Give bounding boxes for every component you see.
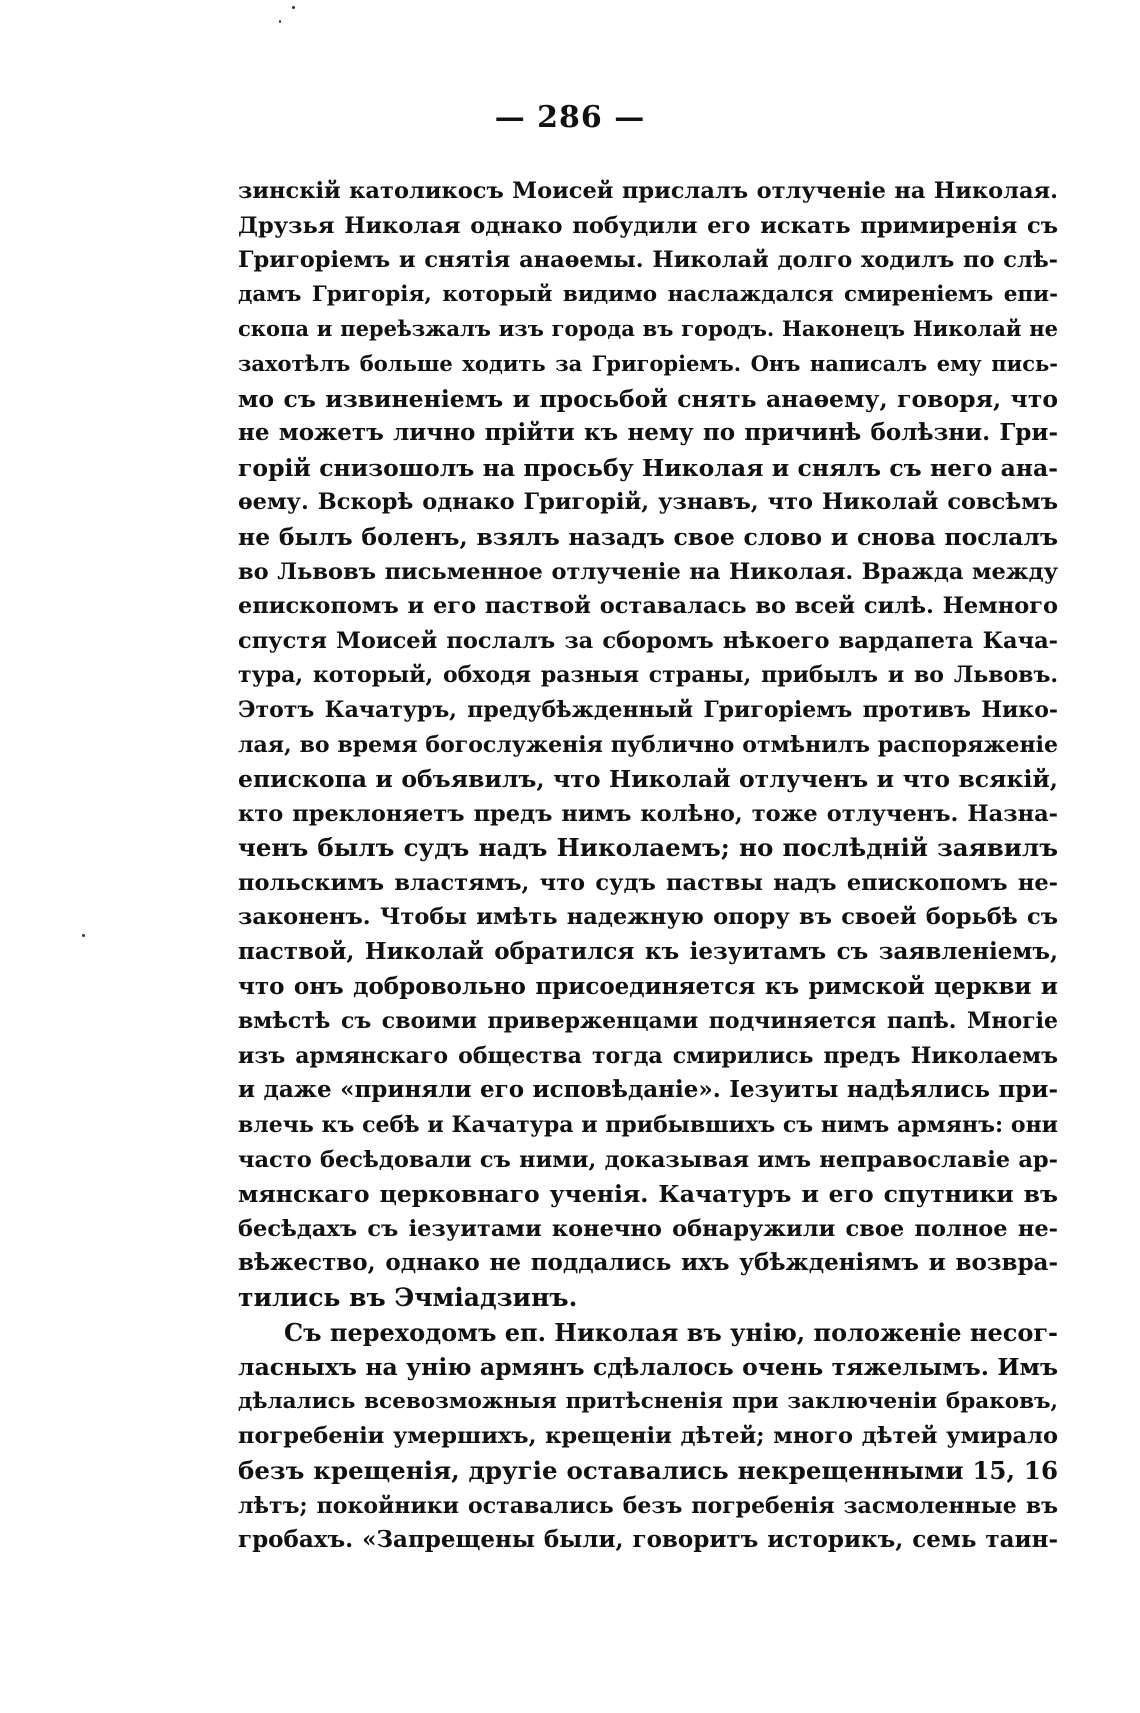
text-line: безъ крещенія, другіе оставались некрещенными 15, 16 — [238, 1455, 1058, 1485]
text-line: ченъ былъ судъ надъ Николаемъ; но послѣдній заявилъ — [238, 833, 1058, 863]
text-line: Друзья Николая однако побудили его искать примиренія съ — [238, 212, 1058, 239]
text-line: что онъ добровольно присоединяется къ римской церкви и — [238, 972, 1058, 1000]
text-line: мянскаго церковнаго ученія. Качатуръ и его спутники въ — [238, 1180, 1058, 1209]
text-line: законенъ. Чтобы имѣть надежную опору въ своей борьбѣ съ — [238, 904, 1058, 931]
scan-speck — [82, 934, 85, 937]
text-line: ласныхъ на унію армянъ сдѣлалось очень тяжелымъ. Имъ — [238, 1353, 1058, 1382]
text-line: польскимъ властямъ, что судъ паствы надъ епископомъ не- — [238, 869, 1058, 896]
text-line: лая, во время богослуженія публично отмѣнилъ распоряженіе — [238, 731, 1058, 758]
text-line: захотѣлъ больше ходить за Григоріемъ. Онъ написалъ ему пись- — [238, 350, 1058, 376]
text-line: лѣтъ; покойники оставались безъ погребенія засмоленные въ — [238, 1492, 1058, 1519]
text-line: не можетъ лично прійти къ нему по причинѣ болѣзни. Гри- — [238, 419, 1058, 447]
text-line: епископомъ и его паствой оставалась во всей силѣ. Немного — [238, 593, 1058, 620]
text-line: влечь къ себѣ и Качатура и прибывшихъ съ нимъ армянъ: они — [238, 1112, 1058, 1139]
text-line: ѳему. Вскорѣ однако Григорій, узнавъ, что Николай совсѣмъ — [238, 489, 1058, 516]
page-number: — 286 — — [494, 100, 646, 135]
paragraph-2 — [238, 1316, 1058, 1558]
text-line: вмѣстѣ съ своими приверженцами подчиняется папѣ. Многіе — [238, 1008, 1058, 1035]
text-line: вѣжество, однако не поддались ихъ убѣжденіямъ и возвра- — [238, 1249, 1058, 1277]
text-line: тура, который, обходя разныя страны, прибылъ и во Львовъ. — [238, 662, 1058, 689]
scan-speck — [292, 6, 295, 9]
text-line: мо съ извиненіемъ и просьбой снять анаѳему, говоря, что — [238, 384, 1058, 413]
text-line: горій снизошолъ на просьбу Николая и снялъ съ него ана- — [238, 453, 1058, 482]
text-line: Этотъ Качатуръ, предубѣжденный Григоріемъ противъ Нико- — [238, 696, 1058, 723]
text-line: епископа и объявилъ, что Николай отлученъ и что всякій, — [238, 765, 1058, 794]
text-line: погребеніи умершихъ, крещеніи дѣтей; много дѣтей умирало — [238, 1423, 1058, 1450]
text-line: дамъ Григорія, который видимо наслаждался смиреніемъ епи- — [238, 281, 1058, 307]
text-line: и даже «приняли его исповѣданіе». Іезуиты надѣялись при- — [238, 1076, 1058, 1104]
text-line: часто бесѣдовали съ ними, доказывая имъ неправославіе ар- — [238, 1146, 1058, 1173]
text-line: гробахъ. «Запрещены были, говоритъ историкъ, семь таин- — [238, 1526, 1058, 1554]
paragraph-1 — [238, 174, 1058, 1316]
text-line: паствой, Николай обратился къ іезуитамъ съ заявленіемъ, — [238, 938, 1058, 966]
text-line: тились въ Эчміадзинъ. — [238, 1283, 578, 1312]
text-line: дѣлались всевозможныя притѣсненія при заключеніи браковъ, — [238, 1388, 1058, 1414]
text-line: изъ армянскаго общества тогда смирились предъ Николаемъ — [238, 1042, 1058, 1069]
scan-speck — [279, 20, 281, 23]
text-line: зинскій католикосъ Моисей прислалъ отлученіе на Николая. — [238, 178, 1058, 204]
text-line: Григоріемъ и снятія анаѳемы. Николай долго ходилъ по слѣ- — [238, 247, 1058, 274]
text-line: Съ переходомъ еп. Николая въ унію, положеніе несог- — [284, 1317, 1058, 1347]
text-line: кто преклоняетъ предъ нимъ колѣно, тоже отлученъ. Назна- — [238, 800, 1058, 827]
body-text — [238, 174, 1058, 1558]
text-line: во Львовъ письменное отлученіе на Николая. Вражда между — [238, 558, 1058, 585]
text-line: скопа и переѣзжалъ изъ города въ городъ. Наконецъ Николай не — [238, 316, 1058, 342]
text-line: спустя Моисей послалъ за сборомъ нѣкоего вардапета Кача- — [238, 627, 1058, 654]
text-line: не былъ боленъ, взялъ назадъ свое слово и снова послалъ — [238, 522, 1058, 551]
text-line: бесѣдахъ съ іезуитами конечно обнаружили свое полное не- — [238, 1215, 1058, 1242]
